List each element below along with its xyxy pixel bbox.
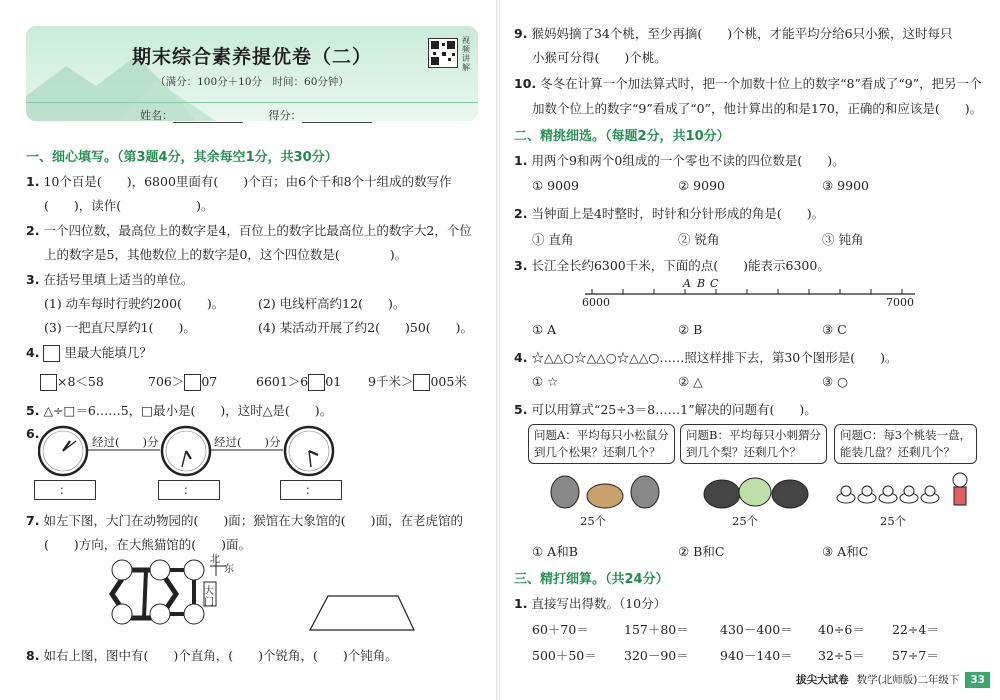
number-line — [580, 278, 920, 300]
compass-east: 东 — [224, 564, 234, 575]
s2-q2-option-3[interactable]: ③ 钝角 — [822, 232, 864, 247]
calc-item: 157＋80＝ — [624, 622, 689, 637]
left-page — [0, 0, 497, 700]
qr-code-icon[interactable] — [428, 38, 458, 68]
question-7-line-2: ( )方向，在大熊猫馆的( )面。 — [44, 537, 252, 552]
s2-q2-option-1[interactable]: ① 直角 — [532, 232, 574, 247]
page-subtitle: （满分：100分＋10分 时间：60分钟） — [155, 76, 349, 88]
tiger-icon — [112, 604, 132, 624]
panda-icon — [184, 560, 204, 580]
s2-q4-option-3[interactable]: ③ ○ — [822, 374, 849, 389]
question-1-line-1: 1. 10个百是( )，6800里面有( )个百；由6个千和8个十组成的数写作 — [26, 174, 452, 189]
s2-q4-option-2[interactable]: ② △ — [678, 374, 703, 389]
question-4-item-3: 6601＞6 01 — [256, 374, 342, 389]
qr-label: 视频讲解 — [462, 36, 470, 72]
calc-item: 60＋70＝ — [532, 622, 589, 637]
monkey-icon — [150, 560, 170, 580]
calc-item: 57÷7＝ — [892, 648, 939, 663]
question-3-item-3: (3) 一把直尺厚约1( )。 — [44, 320, 196, 335]
problem-b-bubble: 问题B：平均每只小刺猬分 到几个梨？还剩几个？ — [680, 424, 827, 464]
trapezoid-figure — [308, 594, 418, 634]
time-box-1[interactable]: ： — [34, 480, 96, 500]
count-b: 25个 — [732, 514, 759, 528]
elephant-icon — [112, 560, 132, 580]
question-10-line-1: 10. 冬冬在计算一个加法算式时，把一个加数十位上的数字“8”看成了“9”，把另一个 — [514, 76, 982, 91]
elapsed-label-1: 经过( )分 — [92, 435, 159, 449]
question-1-line-2: ( )，读作( )。 — [44, 198, 214, 213]
s2-question-5: 5. 可以用算式“25÷3＝8……1”解决的问题有( )。 — [514, 402, 817, 417]
count-a: 25个 — [580, 514, 607, 528]
clock-icon — [39, 427, 87, 475]
question-2-line-2: 上的数字是5，其他数位上的数字是0，这个四位数是( )。 — [44, 247, 408, 262]
name-blank[interactable] — [173, 112, 243, 123]
answer-box[interactable] — [184, 374, 201, 391]
s2-q1-option-2[interactable]: ② 9090 — [678, 178, 725, 193]
question-3: 3. 在括号里填上适当的单位。 — [26, 272, 194, 287]
question-4: 4. 里最大能填几？ — [26, 345, 152, 360]
child-icon — [953, 473, 967, 487]
right-page — [500, 0, 1000, 700]
calc-item: 320－90＝ — [624, 648, 689, 663]
problem-a-bubble: 问题A：平均每只小松鼠分 到几个松果？还剩几个？ — [528, 424, 675, 464]
s2-q3-option-1[interactable]: ① A — [532, 322, 557, 337]
question-10-line-2: 加数个位上的数字“9”看成了“0”，他计算出的和是170，正确的和应该是( )。 — [532, 101, 983, 116]
question-5: 5. △÷□＝6……5，□最小是( )，这时△是( )。 — [26, 403, 333, 418]
point-b: B — [697, 277, 706, 290]
peach-icon — [836, 466, 976, 510]
s2-question-2: 2. 当钟面上是4时整时，时针和分针形成的角是( )。 — [514, 206, 825, 221]
calc-item: 430－400＝ — [720, 622, 793, 637]
s2-q5-option-2[interactable]: ② B和C — [678, 544, 725, 559]
question-3-item-1: (1) 动车每时行驶约200( )。 — [44, 296, 225, 311]
banner-divider — [26, 102, 478, 103]
s2-q5-option-1[interactable]: ① A和B — [532, 544, 578, 559]
calc-item: 40÷6＝ — [818, 622, 865, 637]
count-c: 25个 — [880, 514, 907, 528]
question-7-line-1: 7. 如左下图，大门在动物园的( )面；猴馆在大象馆的( )面，在老虎馆的 — [26, 513, 463, 528]
section-2-heading: 二、精挑细选。（每题2分，共10分） — [514, 129, 730, 144]
s2-q4-option-1[interactable]: ① ☆ — [532, 374, 559, 389]
question-4-item-1: ×8＜58 — [40, 372, 104, 391]
s2-q3-option-2[interactable]: ② B — [678, 322, 703, 337]
calc-item: 32÷5＝ — [818, 648, 865, 663]
calc-item: 22÷4＝ — [892, 622, 939, 637]
hedgehog-icon — [700, 466, 810, 510]
point-a: A — [683, 277, 691, 290]
problem-c-bubble: 问题C：每3个桃装一盘， 能装几盘？还剩几个？ — [834, 424, 977, 464]
s2-q1-option-3[interactable]: ③ 9900 — [822, 178, 869, 193]
clock-sequence — [38, 424, 338, 479]
answer-box[interactable] — [43, 345, 60, 362]
line-end-label: 7000 — [886, 296, 914, 309]
s2-question-3: 3. 长江全长约6300千米，下面的点( )能表示6300。 — [514, 258, 830, 273]
s2-question-4: 4. ☆△△○☆△△○☆△△○……照这样排下去，第30个图形是( )。 — [514, 350, 898, 365]
question-4-item-2: 706＞ 07 — [148, 374, 218, 389]
question-9-line-1: 9. 猴妈妈摘了34个桃，至少再摘( )个桃，才能平均分给6只小猴，这时每只 — [514, 26, 953, 41]
deer-icon — [184, 604, 204, 624]
section-1-heading: 一、细心填写。（第3题4分，其余每空1分，共30分） — [26, 150, 338, 165]
line-start-label: 6000 — [582, 296, 610, 309]
elapsed-label-2: 经过( )分 — [214, 435, 281, 449]
s2-q2-option-2[interactable]: ② 锐角 — [678, 232, 720, 247]
s2-question-1: 1. 用两个9和两个0组成的一个零也不读的四位数是( )。 — [514, 153, 845, 168]
question-9-line-2: 小猴可分得( )个桃。 — [532, 50, 667, 65]
question-3-item-2: (2) 电线杆高约12( )。 — [258, 296, 406, 311]
page-number: 33 — [965, 672, 990, 688]
time-box-3[interactable]: ： — [280, 480, 342, 500]
s2-q1-option-1[interactable]: ① 9009 — [532, 178, 579, 193]
question-3-item-4: (4) 某活动开展了约2( )50( )。 — [258, 320, 474, 335]
name-label: 姓名： — [140, 109, 173, 122]
score-blank[interactable] — [302, 112, 372, 123]
score-label: 得分： — [268, 109, 302, 122]
name-score-row — [140, 107, 394, 123]
answer-box[interactable] — [308, 374, 325, 391]
calc-item: 500＋50＝ — [532, 648, 597, 663]
clock-icon — [285, 427, 333, 475]
point-c: C — [710, 277, 719, 290]
bird-icon — [150, 604, 170, 624]
answer-box[interactable] — [413, 374, 430, 391]
gate-label: 大门 — [204, 586, 214, 608]
page-title: 期末综合素养提优卷（二） — [131, 46, 372, 68]
clock-icon — [162, 427, 210, 475]
s2-q5-option-3[interactable]: ③ A和C — [822, 544, 869, 559]
s2-q3-option-3[interactable]: ③ C — [822, 322, 847, 337]
zoo-map — [100, 556, 240, 632]
question-8: 8. 如右上图，图中有( )个直角，( )个锐角，( )个钝角。 — [26, 648, 398, 663]
section-3-heading: 三、精打细算。（共24分） — [514, 572, 669, 587]
question-6-number: 6. — [26, 426, 40, 441]
compass-north: 北 — [210, 554, 220, 565]
question-4-item-4: 9千米＞ 005米 — [368, 374, 467, 389]
question-2-line-1: 2. 一个四位数，最高位上的数字是4，百位上的数字比最高位上的数字大2，个位 — [26, 223, 472, 238]
calc-item: 940－140＝ — [720, 648, 793, 663]
footer-brand: 拔尖大试卷 — [796, 674, 849, 686]
time-box-2[interactable]: ： — [158, 480, 220, 500]
page-footer — [796, 672, 990, 688]
squirrel-icon — [540, 466, 670, 510]
s3-question-1: 1. 直接写出得数。（10分） — [514, 596, 667, 611]
footer-subject: 数学(北师版)二年级下 — [856, 674, 960, 686]
answer-box[interactable] — [40, 374, 57, 391]
